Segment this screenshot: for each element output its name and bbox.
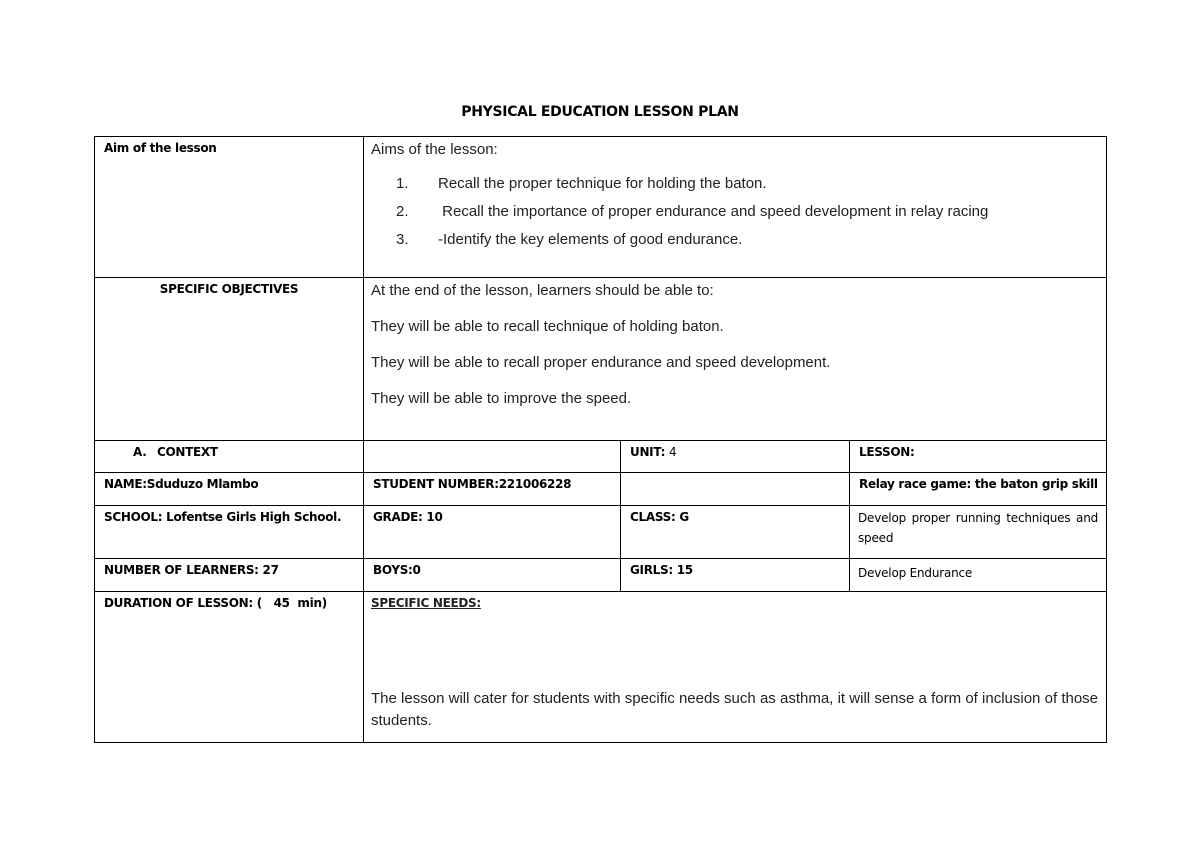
student-number-cell: STUDENT NUMBER:221006228 — [364, 473, 621, 506]
needs-text: The lesson will cater for students with specific needs such as asthma, it will sense a form of inclusion of those students. — [371, 690, 1099, 729]
needs-label: SPECIFIC NEEDS: — [371, 596, 481, 610]
lesson-goal-cell: Develop proper running techniques and speed — [850, 506, 1107, 559]
grade-cell: GRADE: 10 — [364, 506, 621, 559]
list-item — [371, 175, 1106, 192]
learners-row — [95, 559, 1107, 592]
girls-cell: GIRLS: 15 — [621, 559, 850, 592]
unit-value: 4 — [668, 445, 677, 459]
context-row — [95, 441, 1107, 473]
list-number: 1. — [396, 175, 409, 192]
empty-cell — [621, 473, 850, 506]
aim-list — [371, 175, 1106, 248]
duration-row — [95, 592, 1107, 743]
list-text: Recall the proper technique for holding the baton. — [438, 175, 767, 192]
aim-content — [364, 137, 1107, 278]
school-cell: SCHOOL: Lofentse Girls High School. — [95, 506, 364, 559]
lesson-title-cell: Relay race game: the baton grip skill — [850, 473, 1107, 506]
aim-label: Aim of the lesson — [95, 137, 364, 278]
list-number: 3. — [396, 231, 409, 248]
list-item — [371, 203, 1106, 220]
lesson-goal-cell: Develop Endurance — [850, 559, 1107, 592]
list-number: 2. — [396, 203, 409, 220]
objectives-label: SPECIFIC OBJECTIVES — [95, 278, 364, 441]
aim-row — [95, 137, 1107, 278]
list-item — [371, 231, 1106, 248]
aim-intro: Aims of the lesson: — [371, 141, 498, 158]
objective-line: They will be able to recall proper endurance and speed development. — [371, 354, 831, 371]
objectives-row — [95, 278, 1107, 441]
context-title: CONTEXT — [157, 445, 218, 459]
class-cell: CLASS: G — [621, 506, 850, 559]
unit-label: UNIT: — [630, 445, 666, 459]
list-text: -Identify the key elements of good endurance. — [438, 231, 743, 248]
name-cell: NAME:Sduduzo Mlambo — [95, 473, 364, 506]
name-row — [95, 473, 1107, 506]
lesson-plan-table — [94, 136, 1107, 743]
page-title: PHYSICAL EDUCATION LESSON PLAN — [461, 104, 739, 120]
objective-line: They will be able to improve the speed. — [371, 390, 632, 407]
learners-cell: NUMBER OF LEARNERS: 27 — [95, 559, 364, 592]
objectives-content — [364, 278, 1107, 441]
boys-cell: BOYS:0 — [364, 559, 621, 592]
unit-cell — [621, 441, 850, 473]
duration-cell: DURATION OF LESSON: ( 45 min) — [95, 592, 364, 743]
context-label — [95, 441, 364, 473]
list-text: Recall the importance of proper endurance and speed development in relay racing — [438, 203, 989, 220]
empty-cell — [364, 441, 621, 473]
objective-line: They will be able to recall technique of holding baton. — [371, 318, 724, 335]
needs-cell — [364, 592, 1107, 743]
context-letter: A. — [133, 445, 147, 459]
lesson-label: LESSON: — [850, 441, 1107, 473]
objective-line: At the end of the lesson, learners should be able to: — [371, 282, 714, 299]
school-row — [95, 506, 1107, 559]
